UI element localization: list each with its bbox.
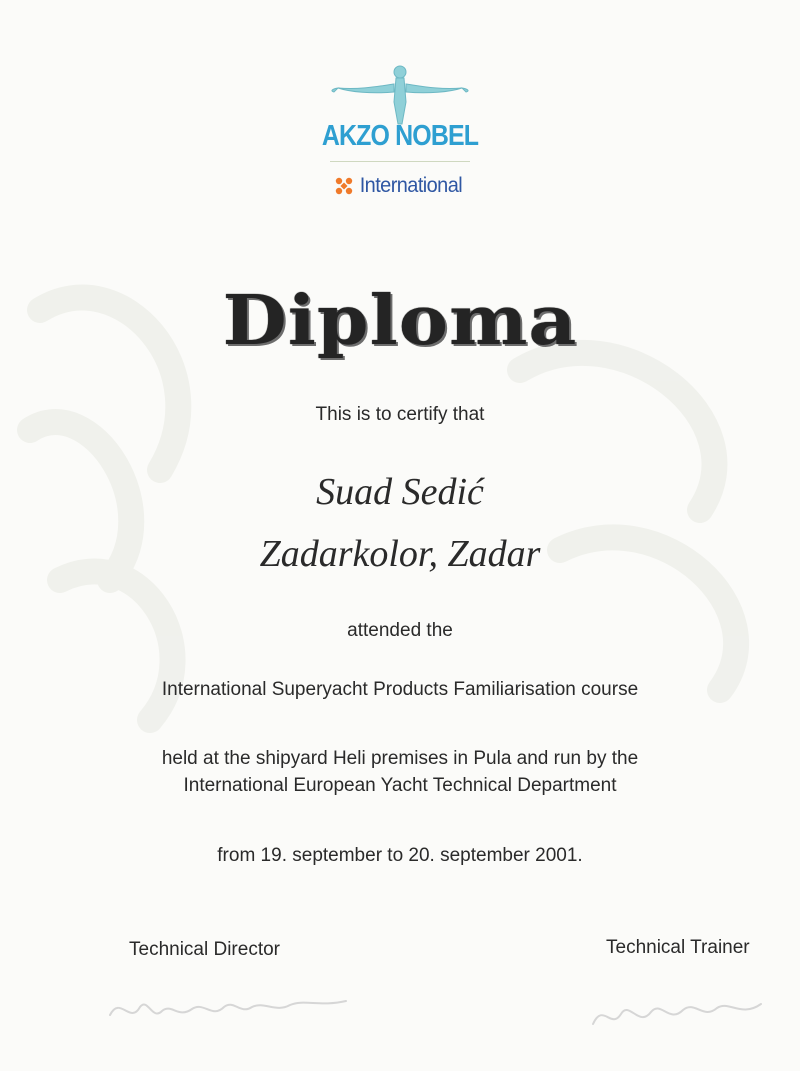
course-name: International Superyacht Products Familiarisation course xyxy=(161,679,639,700)
diploma-title: Diploma xyxy=(222,281,578,361)
akzo-nobel-logo-text: AKZO NOBEL xyxy=(321,120,479,152)
logo-divider xyxy=(330,161,470,162)
akzo-nobel-figure-icon xyxy=(310,62,490,126)
recipient-name: Suad Sedić xyxy=(316,471,484,513)
international-logo xyxy=(0,174,800,198)
logo-block xyxy=(0,62,800,198)
international-logo-text: International xyxy=(359,174,463,197)
certify-line: This is to certify that xyxy=(315,404,485,425)
venue-line-1: held at the shipyard Heli premises in Pula and run by the xyxy=(161,748,639,769)
technical-trainer-title: Technical Trainer xyxy=(606,937,750,958)
technical-director-title: Technical Director xyxy=(129,939,280,960)
international-x-mark-icon xyxy=(335,177,353,195)
recipient-company: Zadarkolor, Zadar xyxy=(259,533,541,575)
technical-trainer-signature xyxy=(585,990,775,1040)
technical-director-signature xyxy=(100,985,360,1035)
course-dates: from 19. september to 20. september 2001. xyxy=(217,845,583,866)
venue-line-2: International European Yacht Technical Department xyxy=(183,775,617,796)
attended-line: attended the xyxy=(347,620,453,641)
